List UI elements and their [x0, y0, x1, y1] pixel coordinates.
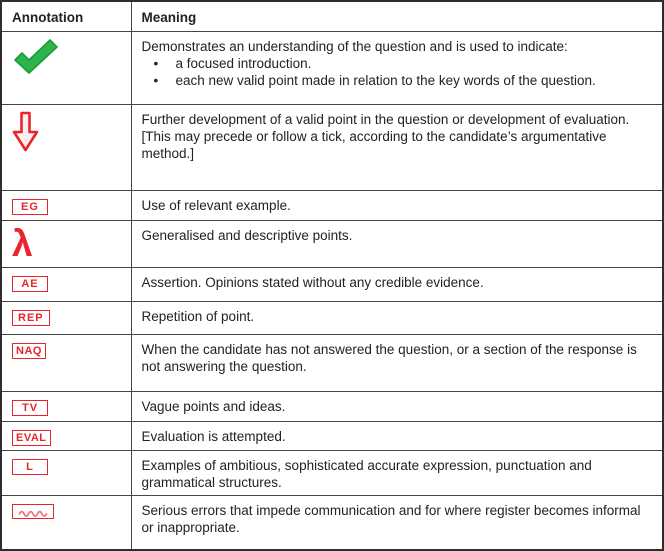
table-row-arrow: [1, 104, 663, 190]
eg-badge: EG: [12, 199, 48, 215]
naq-badge: NAQ: [12, 343, 46, 359]
bullet-dot: [142, 72, 176, 89]
rep-badge: REP: [12, 310, 50, 326]
eval-badge: EVAL: [12, 430, 51, 446]
meaning-cell: Generalised and descriptive points.: [131, 220, 663, 267]
annotation-cell: [1, 190, 131, 220]
meaning-line: [This may precede or follow a tick, according to the candidate’s argumentative method.]: [141, 128, 607, 162]
bullet-text: each new valid point made in relation to the key words of the question.: [175, 73, 596, 89]
annotation-cell: [1, 391, 131, 421]
table-row-eg: [1, 190, 663, 220]
meaning-intro: Demonstrates an understanding of the question and is used to indicate:: [141, 38, 568, 54]
meaning-cell: Serious errors that impede communication and for where register becomes informal or inappropriate.: [131, 496, 663, 550]
meaning-line: Further development of a valid point in the question or development of evaluation.: [141, 111, 630, 127]
table-row-rep: [1, 301, 663, 334]
meaning-cell: Use of relevant example.: [131, 190, 663, 220]
bullet-text: a focused introduction.: [175, 55, 312, 71]
column-header-meaning: Meaning: [131, 1, 663, 31]
annotation-cell: [1, 104, 131, 190]
meaning-cell: When the candidate has not answered the question, or a section of the response is not answering the question.: [131, 334, 663, 391]
ae-badge: AE: [12, 276, 48, 292]
annotation-cell: [1, 496, 131, 550]
meaning-cell: Evaluation is attempted.: [131, 421, 663, 450]
list-item: [142, 72, 653, 89]
meaning-cell: [131, 31, 663, 104]
annotation-cell: [1, 220, 131, 267]
green-tick-icon: [12, 38, 60, 80]
meaning-cell: Repetition of point.: [131, 301, 663, 334]
annotation-cell: [1, 421, 131, 450]
table-row-squiggle: [1, 496, 663, 550]
list-item: [142, 55, 653, 72]
annotation-cell: [1, 31, 131, 104]
table-row-ae: [1, 267, 663, 301]
bullet-dot: [142, 55, 176, 72]
table-row-eval: [1, 421, 663, 450]
annotation-cell: [1, 450, 131, 496]
header-row: [1, 1, 663, 31]
table-row-lambda: [1, 220, 663, 267]
lambda-symbol: λ: [12, 222, 33, 264]
squiggle-icon: [12, 504, 54, 519]
table-row-tv: [1, 391, 663, 421]
annotation-cell: [1, 267, 131, 301]
table-row-naq: [1, 334, 663, 391]
l-badge: L: [12, 459, 48, 475]
table-row-l: [1, 450, 663, 496]
tv-badge: TV: [12, 400, 48, 416]
annotation-cell: [1, 301, 131, 334]
table-row-tick: [1, 31, 663, 104]
red-down-arrow-icon: [12, 111, 39, 157]
annotation-cell: [1, 334, 131, 391]
meaning-cell: Vague points and ideas.: [131, 391, 663, 421]
meaning-cell: Examples of ambitious, sophisticated accurate expression, punctuation and grammatical structures.: [131, 450, 663, 496]
column-header-annotation: Annotation: [1, 1, 131, 31]
meaning-cell: [131, 104, 663, 190]
meaning-cell: Assertion. Opinions stated without any credible evidence.: [131, 267, 663, 301]
